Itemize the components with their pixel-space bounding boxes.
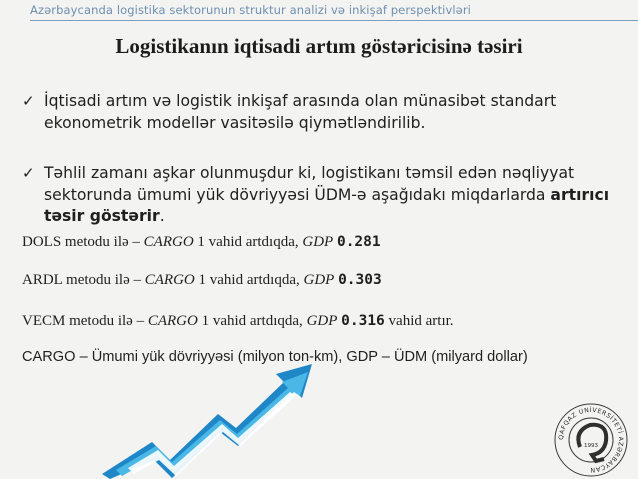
- slide-title: Logistikanın iqtisadi artım göstəricisinə təsiri: [115, 34, 523, 58]
- coefficient-value: 0.281: [336, 234, 381, 250]
- seal-year: 1993: [584, 443, 598, 449]
- bullet-text: [44, 163, 622, 228]
- variable-legend: CARGO – Ümumi yük dövriyyəsi (milyon ton-km), GDP – ÜDM (milyard dollar): [22, 349, 528, 365]
- bullet-text: İqtisadi artım və logistik inkişaf arasında olan münasibət standart ekonometrik modellər vasitəsilə qiymətləndirilib.: [44, 92, 557, 132]
- checkmark-icon: ✓: [22, 92, 35, 110]
- bullet-text-end: .: [159, 207, 165, 225]
- growth-arrow-icon: [100, 362, 330, 479]
- checkmark-icon: ✓: [22, 164, 35, 182]
- header-bar: [0, 0, 638, 22]
- svg-text:QAFQAZ UNİVERSİTETİ AZƏRBAYCAN: [558, 405, 625, 473]
- bullet-text-main: Təhlil zamanı aşkar olunmuşdur ki, logistikanı təmsil edən nəqliyyat sektorunda ümumi yük dövriyyəsi ÜDM-ə aşağıdakı miqdarlarda: [44, 164, 575, 204]
- university-seal-icon: [552, 401, 630, 479]
- presentation-subtitle: Azərbaycanda logistika sektorunun struktur analizi və inkişaf perspektivləri: [30, 3, 471, 17]
- bullet-emphasis: artırıcı təsir göstərir: [44, 185, 610, 225]
- result-line-ardl: ARDL metodu ilə – CARGO 1 vahid artdıqda, GDP 0.303: [22, 272, 382, 288]
- result-line-dols: DOLS metodu ilə – CARGO 1 vahid artdıqda, GDP 0.281: [22, 234, 381, 250]
- bullet-item: [22, 163, 622, 228]
- header-divider: [30, 20, 638, 21]
- coefficient-value: 0.303: [338, 272, 382, 288]
- bullet-item: [22, 91, 622, 134]
- result-line-vecm: VECM metodu ilə – CARGO 1 vahid artdıqda, GDP 0.316 vahid artır.: [22, 313, 454, 329]
- seal-text: QAFQAZ UNİVERSİTETİ AZƏRBAYCAN: [557, 406, 625, 474]
- coefficient-value: 0.316: [341, 313, 385, 329]
